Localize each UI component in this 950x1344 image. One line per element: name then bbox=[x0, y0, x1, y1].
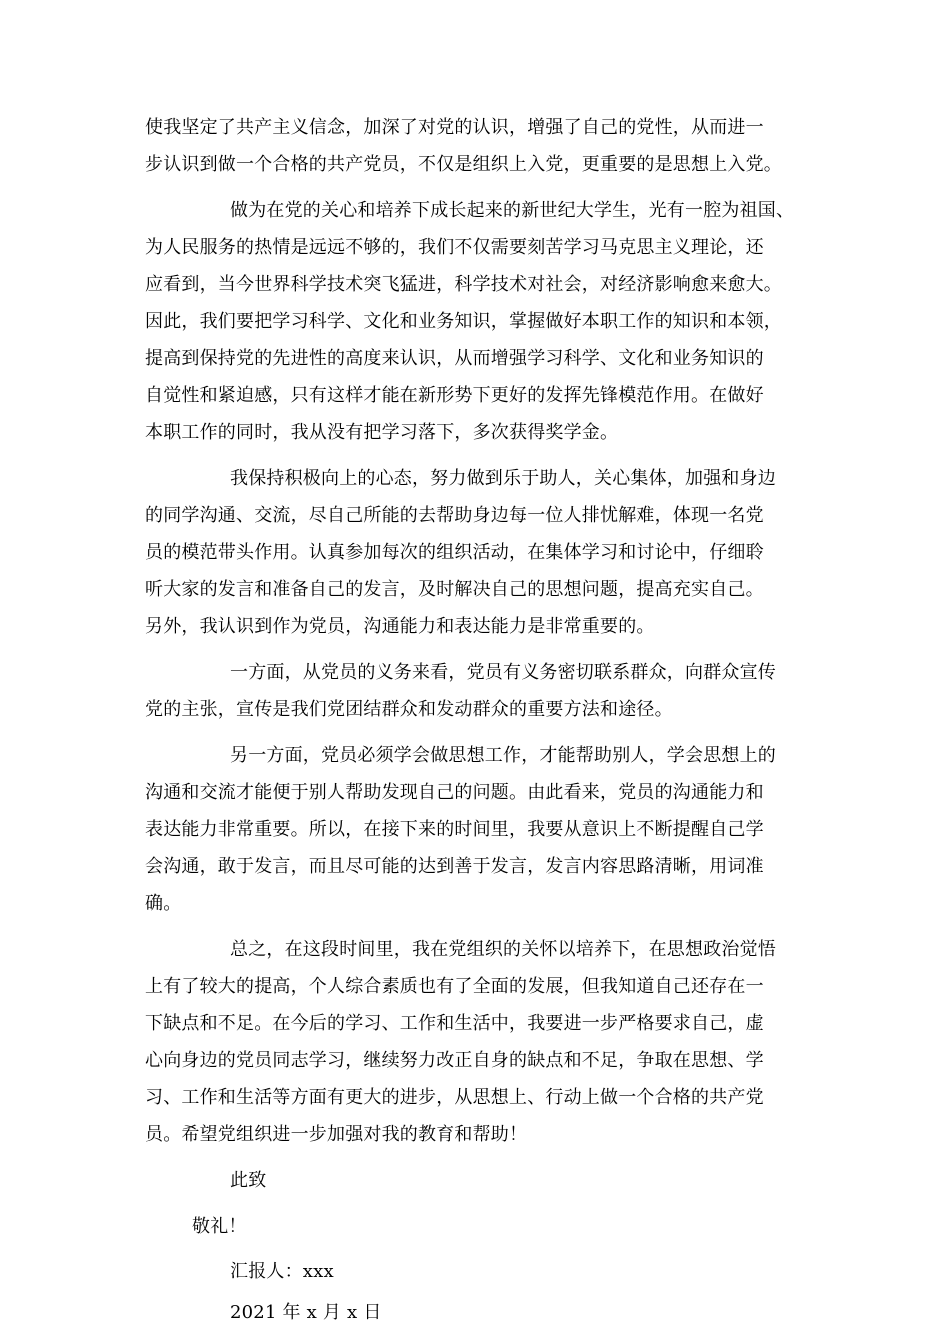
salute-line: 敬礼！ bbox=[192, 1216, 247, 1237]
paragraph-2-line-7: 本职工作的同时，我从没有把学习落下，多次获得奖学金。 bbox=[145, 422, 619, 443]
closing-line: 此致 bbox=[230, 1170, 267, 1191]
paragraph-3-line-2: 的同学沟通、交流，尽自己所能的去帮助身边每一位人排忧解难，体现一名党 bbox=[145, 505, 764, 526]
paragraph-4-line-1: 一方面，从党员的义务来看，党员有义务密切联系群众，向群众宣传 bbox=[230, 662, 776, 683]
paragraph-5-line-2: 沟通和交流才能便于别人帮助发现自己的问题。由此看来，党员的沟通能力和 bbox=[145, 782, 764, 803]
paragraph-3-line-5: 另外，我认识到作为党员，沟通能力和表达能力是非常重要的。 bbox=[145, 616, 655, 637]
paragraph-6-line-6: 员。希望党组织进一步加强对我的教育和帮助！ bbox=[145, 1124, 528, 1145]
paragraph-1-line-2: 步认识到做一个合格的共产党员，不仅是组织上入党，更重要的是思想上入党。 bbox=[145, 154, 782, 175]
paragraph-5-line-3: 表达能力非常重要。所以，在接下来的时间里，我要从意识上不断提醒自己学 bbox=[145, 819, 764, 840]
paragraph-2-line-6: 自觉性和紧迫感，只有这样才能在新形势下更好的发挥先锋模范作用。在做好 bbox=[145, 385, 764, 406]
paragraph-1-line-1: 使我坚定了共产主义信念，加深了对党的认识，增强了自己的党性，从而进一 bbox=[145, 117, 764, 138]
paragraph-2-line-3: 应看到，当今世界科学技术突飞猛进，科学技术对社会，对经济影响愈来愈大。 bbox=[145, 274, 782, 295]
paragraph-5-line-1: 另一方面，党员必须学会做思想工作，才能帮助别人，学会思想上的 bbox=[230, 745, 776, 766]
paragraph-2-line-5: 提高到保持党的先进性的高度来认识，从而增强学习科学、文化和业务知识的 bbox=[145, 348, 764, 369]
paragraph-2-line-1: 做为在党的关心和培养下成长起来的新世纪大学生，光有一腔为祖国、 bbox=[230, 200, 795, 221]
paragraph-3-line-1: 我保持积极向上的心态，努力做到乐于助人，关心集体，加强和身边 bbox=[230, 468, 776, 489]
paragraph-6-line-4: 心向身边的党员同志学习，继续努力改正自身的缺点和不足，争取在思想、学 bbox=[145, 1050, 764, 1071]
paragraph-3-line-3: 员的模范带头作用。认真参加每次的组织活动，在集体学习和讨论中，仔细聆 bbox=[145, 542, 764, 563]
paragraph-5-line-5: 确。 bbox=[145, 893, 182, 914]
paragraph-5-line-4: 会沟通，敢于发言，而且尽可能的达到善于发言，发言内容思路清晰，用词准 bbox=[145, 856, 764, 877]
paragraph-3-line-4: 听大家的发言和准备自己的发言，及时解决自己的思想问题，提高充实自己。 bbox=[145, 579, 764, 600]
paragraph-6-line-1: 总之，在这段时间里，我在党组织的关怀以培养下，在思想政治觉悟 bbox=[230, 939, 776, 960]
paragraph-6-line-3: 下缺点和不足。在今后的学习、工作和生活中，我要进一步严格要求自己，虚 bbox=[145, 1013, 764, 1034]
reporter-line: 汇报人：xxx bbox=[230, 1261, 334, 1282]
date-line: 2021 年 x 月 x 日 bbox=[230, 1302, 382, 1323]
paragraph-2-line-4: 因此，我们要把学习科学、文化和业务知识，掌握做好本职工作的知识和本领， bbox=[145, 311, 782, 332]
paragraph-4-line-2: 党的主张，宣传是我们党团结群众和发动群众的重要方法和途径。 bbox=[145, 699, 673, 720]
paragraph-2-line-2: 为人民服务的热情是远远不够的，我们不仅需要刻苦学习马克思主义理论，还 bbox=[145, 237, 764, 258]
paragraph-6-line-2: 上有了较大的提高，个人综合素质也有了全面的发展，但我知道自己还存在一 bbox=[145, 976, 764, 997]
paragraph-6-line-5: 习、工作和生活等方面有更大的进步，从思想上、行动上做一个合格的共产党 bbox=[145, 1087, 764, 1108]
